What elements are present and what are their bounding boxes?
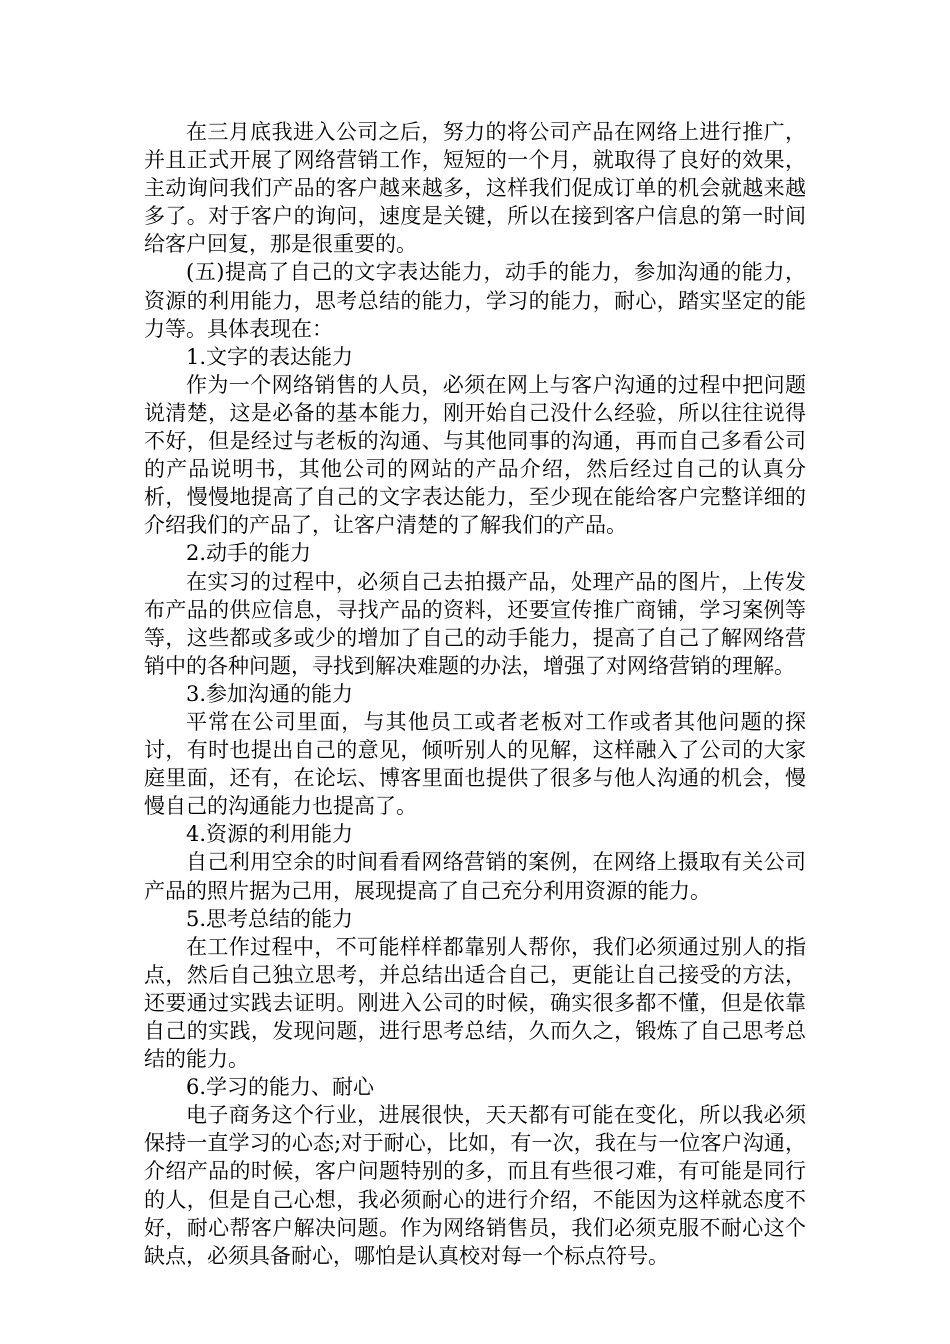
- paragraph-reflection-ability: 在工作过程中，不可能样样都靠别人帮你，我们必须通过别人的指点，然后自己独立思考，并总结出适合自己，更能让自己接受的方法，还要通过实践去证明。刚进入公司的时候，确实很多都不懂，但是依靠自己的实践，发现问题，进行思考总结，久而久之，锻炼了自己思考总结的能力。: [144, 934, 806, 1072]
- heading-reflection-ability: 5.思考总结的能力: [186, 906, 354, 931]
- document-body: [144, 118, 806, 1270]
- heading-resource-ability: 4.资源的利用能力: [186, 822, 354, 847]
- heading-learning-patience: 6.学习的能力、耐心: [186, 1075, 375, 1100]
- heading-writing-ability: 1.文字的表达能力: [186, 344, 354, 369]
- heading-communication-ability: 3.参加沟通的能力: [186, 681, 354, 706]
- paragraph-hands-on-ability: 在实习的过程中，必须自己去拍摄产品，处理产品的图片，上传发布产品的供应信息，寻找产品的资料，还要宣传推广商铺，学习案例等等，这些都或多或少的增加了自己的动手能力，提高了自己了解网络营销中的各种问题，寻找到解决难题的办法，增强了对网络营销的理解。: [144, 569, 806, 678]
- paragraph-communication-ability: 平常在公司里面，与其他员工或者老板对工作或者其他问题的探讨，有时也提出自己的意见，倾听别人的见解，这样融入了公司的大家庭里面，还有，在论坛、博客里面也提供了很多与他人沟通的机会，慢慢自己的沟通能力也提高了。: [144, 709, 806, 819]
- paragraph-writing-ability: 作为一个网络销售的人员，必须在网上与客户沟通的过程中把问题说清楚，这是必备的基本能力，刚开始自己没什么经验，所以往往说得不好，但是经过与老板的沟通、与其他同事的沟通，再而自己多看公司的产品说明书，其他公司的网站的产品介绍，然后经过自己的认真分析，慢慢地提高了自己的文字表达能力，至少现在能给客户完整详细的介绍我们的产品了，让客户清楚的了解我们的产品。: [144, 372, 806, 538]
- paragraph-resource-ability: 自己利用空余的时间看看网络营销的案例，在网络上摄取有关公司产品的照片据为己用，展现提高了自己充分利用资源的能力。: [144, 850, 806, 903]
- paragraph-intro: 在三月底我进入公司之后，努力的将公司产品在网络上进行推广，并且正式开展了网络营销工作，短短的一个月，就取得了良好的效果，主动询问我们产品的客户越来越多，这样我们促成订单的机会就越来越多了。对于客户的询问，速度是关键，所以在接到客户信息的第一时间给客户回复，那是很重要的。: [144, 120, 806, 257]
- paragraph-learning-patience: 电子商务这个行业，进展很快，天天都有可能在变化，所以我必须保持一直学习的心态;对于耐心，比如，有一次，我在与一位客户沟通，介绍产品的时候，客户问题特别的多，而且有些很刁难，有可能是同行的人，但是自己心想，我必须耐心的进行介绍，不能因为这样就态度不好，耐心帮客户解决问题。作为网络销售员，我们必须克服不耐心这个缺点，必须具备耐心，哪怕是认真校对每一个标点符号。: [144, 1103, 806, 1268]
- heading-hands-on-ability: 2.动手的能力: [186, 541, 312, 566]
- paragraph-section-five: (五)提高了自己的文字表达能力，动手的能力，参加沟通的能力，资源的利用能力，思考总结的能力，学习的能力，耐心，踏实坚定的能力等。具体表现在：: [144, 260, 806, 341]
